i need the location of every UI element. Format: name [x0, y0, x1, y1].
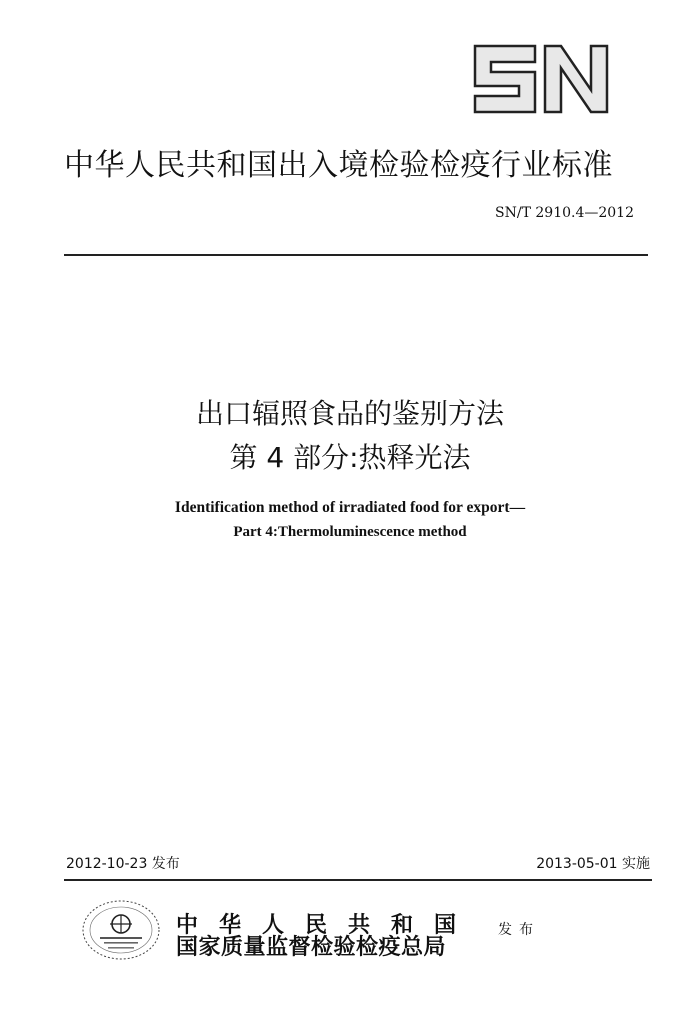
title-cn-line-1: 出口辐照食品的鉴别方法 [195, 397, 504, 430]
implementation-date: 2013-05-01 实施 [536, 856, 650, 872]
top-divider [64, 254, 648, 256]
standard-code: SN/T 2910.4—2012 [495, 205, 634, 221]
publisher-line-1: 中华人民共和国 [176, 912, 478, 938]
issue-date: 2012-10-23 发布 [66, 856, 180, 872]
publisher-line-2: 国家质量监督检验检疫总局 [176, 934, 447, 960]
sn-logo-icon [471, 42, 611, 116]
bottom-divider [64, 879, 652, 881]
publish-label: 发布 [498, 922, 540, 938]
header-org-title: 中华人民共和国出入境检验检疫行业标准 [64, 148, 613, 183]
title-en-line-2: Part 4:Thermoluminescence method [233, 524, 467, 540]
title-cn-line-2: 第 4 部分:热释光法 [229, 441, 471, 474]
certification-seal-icon [80, 898, 162, 962]
title-en-line-1: Identification method of irradiated food for export— [174, 499, 526, 516]
